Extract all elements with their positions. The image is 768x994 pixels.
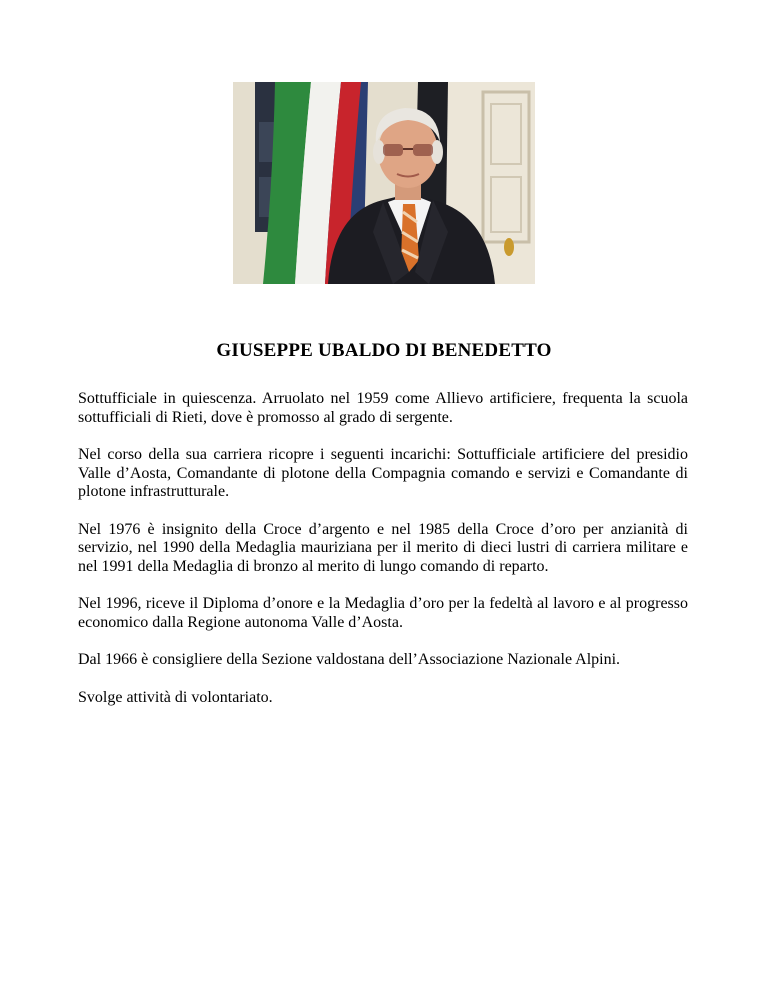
bio-paragraph-3: Nel 1976 è insignito della Croce d’argento e nel 1985 della Croce d’oro per anzianità di servizio, nel 1990 della Medaglia mauriziana per il merito di dieci lustri di carriera militare e nel 1991 della Medaglia di bronzo al merito di lungo comando di reparto. — [78, 520, 688, 575]
bio-paragraph-1: Sottufficiale in quiescenza. Arruolato nel 1959 come Allievo artificiere, frequenta la scuola sottufficiali di Rieti, dove è promosso al grado di sergente. — [78, 390, 688, 426]
person-name-title: GIUSEPPE UBALDO DI BENEDETTO — [216, 340, 552, 361]
bio-paragraph-4: Nel 1996, riceve il Diploma d’onore e la Medaglia d’oro per la fedeltà al lavoro e al progresso economico dalla Regione autonoma Valle d’Aosta. — [78, 595, 688, 631]
biography-body — [78, 390, 688, 726]
bio-paragraph-5: Dal 1966 è consigliere della Sezione valdostana dell’Associazione Nazionale Alpini. — [78, 651, 621, 668]
bio-paragraph-2: Nel corso della sua carriera ricopre i seguenti incarichi: Sottufficiale artificiere del presidio Valle d’Aosta, Comandante di plotone della Compagnia comando e servizi e Comandante di plotone infrastrutturale. — [78, 446, 688, 500]
bio-paragraph-6: Svolge attività di volontariato. — [78, 688, 273, 706]
portrait-photo — [233, 82, 535, 284]
